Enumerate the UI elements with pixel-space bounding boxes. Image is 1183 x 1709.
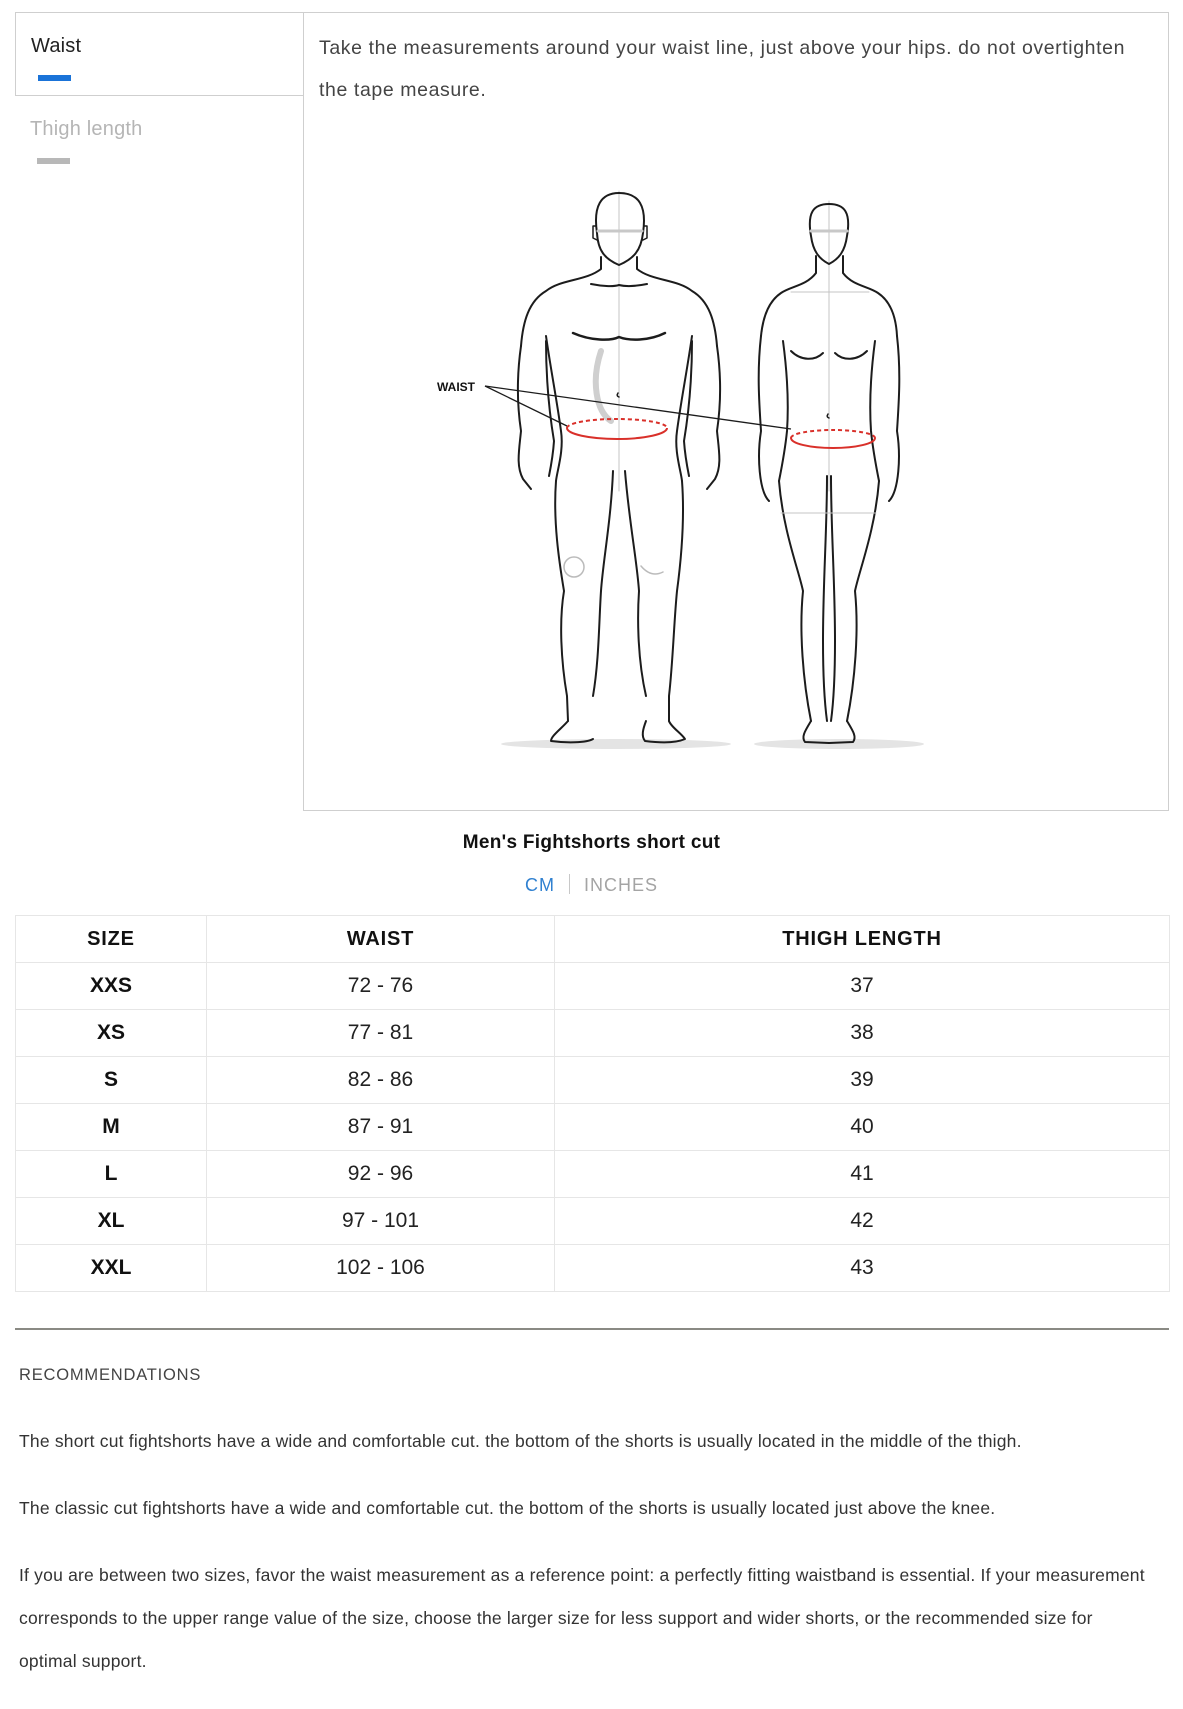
body-measurement-illustration	[304, 13, 1170, 812]
waist-cell: 72 - 76	[207, 963, 555, 1010]
size-cell: M	[16, 1104, 207, 1151]
unit-toggle	[0, 874, 1183, 896]
table-row	[16, 963, 1170, 1010]
column-header-thigh-length: THIGH LENGTH	[555, 916, 1170, 963]
column-header-size: SIZE	[16, 916, 207, 963]
male-figure	[518, 191, 720, 742]
table-row	[16, 1010, 1170, 1057]
size-cell: S	[16, 1057, 207, 1104]
measurement-panel	[303, 12, 1169, 811]
waist-cell: 97 - 101	[207, 1198, 555, 1245]
waist-cell: 77 - 81	[207, 1010, 555, 1057]
table-row	[16, 1198, 1170, 1245]
thigh-cell: 40	[555, 1104, 1170, 1151]
unit-inches-button[interactable]: INCHES	[583, 875, 658, 895]
size-cell: XL	[16, 1198, 207, 1245]
thigh-cell: 39	[555, 1057, 1170, 1104]
column-header-waist: WAIST	[207, 916, 555, 963]
size-cell: XXS	[16, 963, 207, 1010]
table-header-row	[16, 916, 1170, 963]
size-cell: L	[16, 1151, 207, 1198]
recommendation-paragraph: The classic cut fightshorts have a wide and comfortable cut. the bottom of the shorts is usually located just above the knee.	[19, 1498, 996, 1518]
size-cell: XXL	[16, 1245, 207, 1292]
measurement-tabs	[15, 12, 303, 180]
tab-waist[interactable]	[15, 12, 303, 96]
recommendation-paragraph: If you are between two sizes, favor the waist measurement as a reference point: a perfectly fitting waistband is essential. If your measurement corresponds to the upper range value of the size, choose the larger size for less support and wider shorts, or the recommended size for optimal support.	[19, 1565, 1145, 1671]
tab-thigh-length[interactable]	[15, 96, 303, 180]
thigh-cell: 43	[555, 1245, 1170, 1292]
table-row	[16, 1151, 1170, 1198]
waist-cell: 102 - 106	[207, 1245, 555, 1292]
recommendations-heading: RECOMMENDATIONS	[19, 1366, 202, 1384]
waist-callout	[485, 386, 791, 429]
waist-cell: 87 - 91	[207, 1104, 555, 1151]
measurement-instruction: Take the measurements around your waist line, just above your hips. do not overtighten the tape measure.	[319, 37, 1126, 101]
table-row	[16, 1057, 1170, 1104]
unit-cm-button[interactable]: CM	[524, 875, 555, 895]
recommendation-paragraph: The short cut fightshorts have a wide and comfortable cut. the bottom of the shorts is usually located in the middle of the thigh.	[19, 1431, 1022, 1451]
unit-separator	[569, 874, 570, 894]
female-figure	[759, 201, 900, 743]
ground-shadow	[501, 739, 924, 749]
thigh-cell: 38	[555, 1010, 1170, 1057]
table-row	[16, 1104, 1170, 1151]
thigh-cell: 42	[555, 1198, 1170, 1245]
thigh-cell: 37	[555, 963, 1170, 1010]
size-table	[15, 915, 1170, 1292]
tab-waist-label: Waist	[31, 35, 82, 57]
table-row	[16, 1245, 1170, 1292]
tab-inactive-indicator	[37, 158, 70, 164]
waist-cell: 92 - 96	[207, 1151, 555, 1198]
tab-thigh-length-label: Thigh length	[30, 118, 143, 140]
waist-callout-label: WAIST	[437, 380, 475, 394]
size-cell: XS	[16, 1010, 207, 1057]
waist-cell: 82 - 86	[207, 1057, 555, 1104]
tab-active-indicator	[38, 75, 71, 81]
size-chart-title: Men's Fightshorts short cut	[462, 832, 721, 853]
section-divider	[15, 1328, 1169, 1330]
thigh-cell: 41	[555, 1151, 1170, 1198]
